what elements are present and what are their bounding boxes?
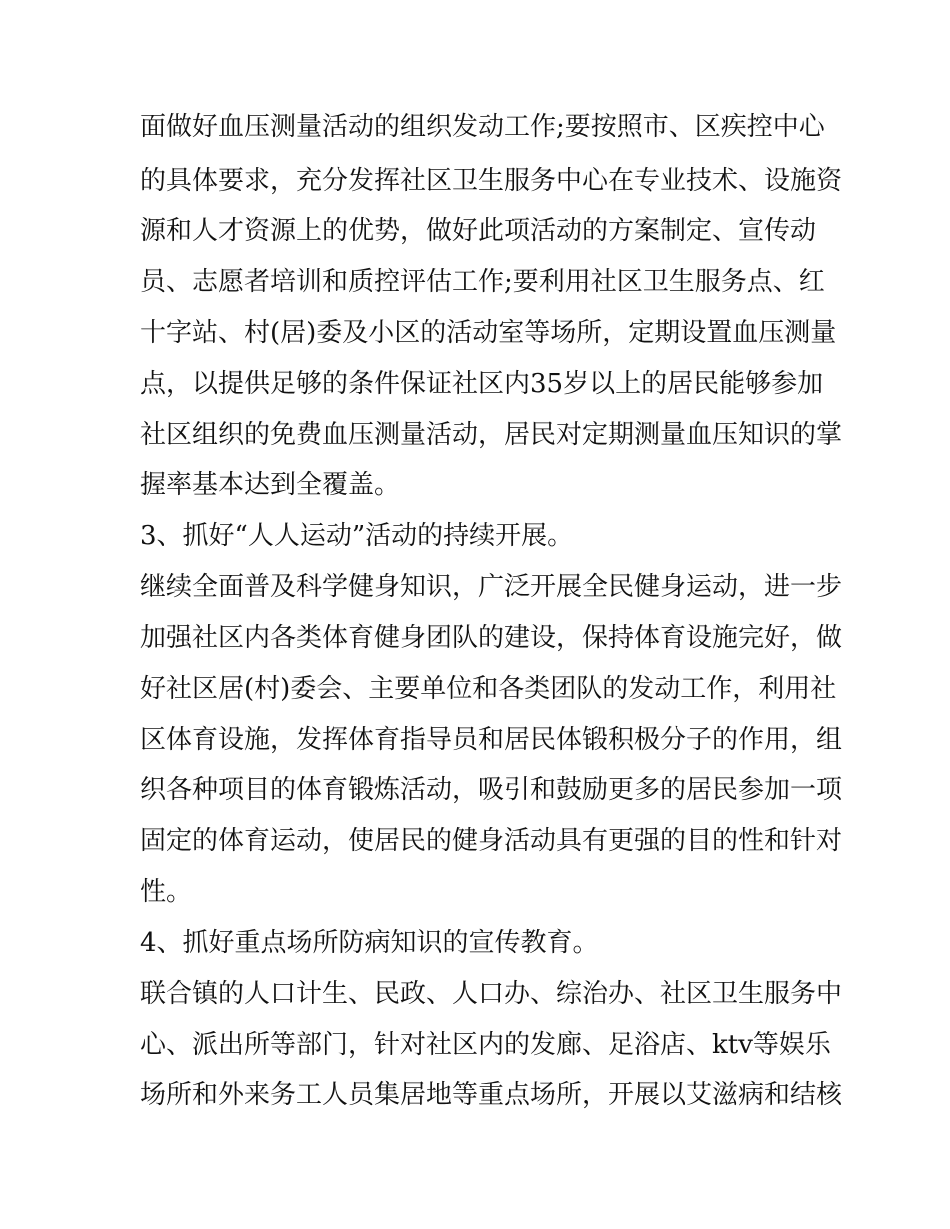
text-line: 员、志愿者培训和质控评估工作;要利用社区卫生服务点、红 [140,267,825,297]
text-line: 织各种项目的体育锻炼活动，吸引和鼓励更多的居民参加一项 [140,775,843,805]
text-line: 的具体要求，充分发挥社区卫生服务中心在专业技术、设施资 [140,166,843,196]
text-line: 社区组织的免费血压测量活动，居民对定期测量血压知识的掌 [140,420,843,450]
text-line: 点，以提供足够的条件保证社区内35岁以上的居民能够参加 [140,369,824,399]
text-line: 握率基本达到全覆盖。 [140,470,401,500]
text-line: 区体育设施，发挥体育指导员和居民体锻积极分子的作用，组 [140,725,843,755]
text-line: 性。 [140,877,193,907]
text-line: 好社区居(村)委会、主要单位和各类团队的发动工作，利用社 [140,674,837,704]
text-line: 十字站、村(居)委及小区的活动室等场所，定期设置血压测量 [140,318,837,348]
text-line: 面做好血压测量活动的组织发动工作;要按照市、区疾控中心 [140,112,825,142]
section-heading: 4、抓好重点场所防病知识的宣传教育。 [140,928,599,958]
text-line: 加强社区内各类体育健身团队的建设，保持体育设施完好，做 [140,623,843,653]
text-line: 继续全面普及科学健身知识，广泛开展全民健身运动，进一步 [140,572,843,602]
section-heading: 3、抓好“人人运动”活动的持续开展。 [140,521,574,551]
text-line: 源和人才资源上的优势，做好此项活动的方案制定、宣传动 [140,216,817,246]
text-line: 固定的体育运动，使居民的健身活动具有更强的目的性和针对 [140,826,843,856]
text-line: 心、派出所等部门，针对社区内的发廊、足浴店、ktv等娱乐 [140,1030,831,1060]
text-line: 场所和外来务工人员集居地等重点场所，开展以艾滋病和结核 [140,1080,843,1110]
text-line: 联合镇的人口计生、民政、人口办、综治办、社区卫生服务中 [140,979,843,1009]
